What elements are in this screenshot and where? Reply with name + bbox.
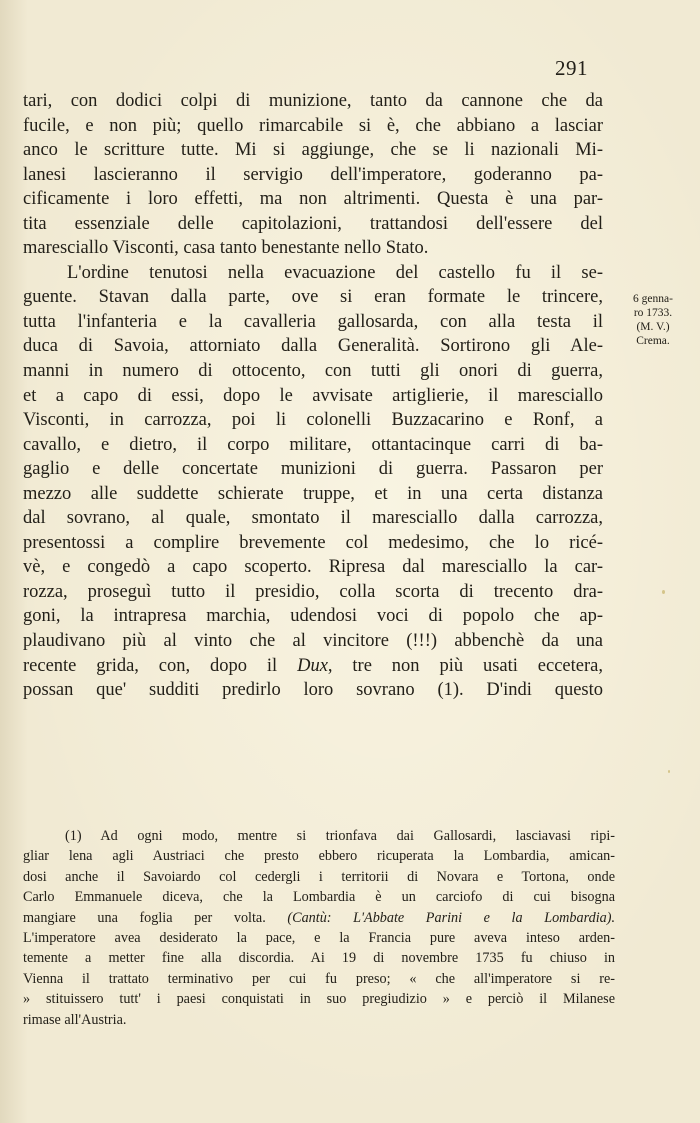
- footnote-block: [23, 826, 615, 1030]
- text-line: vè, e congedò a capo scoperto. Ripresa dal maresciallo la car-: [23, 557, 603, 578]
- text-line: cavallo, e dietro, il corpo militare, ottantacinque carri di ba-: [23, 434, 603, 455]
- text-line: possan que' sudditi predirlo loro sovrano (1). D'indi questo: [23, 680, 603, 701]
- margin-note-line: 6 genna-: [633, 293, 673, 305]
- text-line: lanesi lascieranno il servigio dell'imperatore, goderanno pa-: [23, 164, 603, 185]
- text-line: et a capo di essi, dopo le avvisate artiglierie, il maresciallo: [23, 385, 603, 406]
- footnote-line: Carlo Emmanuele diceva, che la Lombardia è un carciofo di cui bisogna: [23, 889, 615, 906]
- margin-note-line: Crema.: [636, 335, 670, 347]
- main-text-block: [23, 89, 603, 703]
- footnote-line: rimase all'Austria.: [23, 1011, 127, 1028]
- margin-note: [620, 292, 686, 348]
- text-run: recente grida, con, dopo il: [23, 655, 298, 676]
- text-run: mangiare una foglia per volta.: [23, 909, 288, 926]
- text-line: tutta l'infanteria e la cavalleria gallosarda, con alla testa il: [23, 311, 603, 332]
- text-line: dal sovrano, al quale, smontato il maresciallo dalla carrozza,: [23, 508, 603, 529]
- footnote-line: Vienna il trattato terminativo per cui fu preso; « che all'imperatore si re-: [23, 970, 615, 987]
- text-run: , tre non più usati eccetera,: [327, 655, 603, 676]
- footnote-line: [23, 908, 615, 928]
- text-line: manni in numero di ottocento, con tutti gli onori di guerra,: [23, 361, 603, 382]
- text-line: guente. Stavan dalla parte, ove si eran formate le trincere,: [23, 287, 603, 308]
- text-line: anco le scritture tutte. Mi si aggiunge, che se li nazionali Mi-: [23, 140, 603, 161]
- text-line: goni, la intrapresa marchia, udendosi voci di popolo che ap-: [23, 606, 603, 627]
- footnote-line: L'imperatore avea desiderato la pace, e la Francia pure aveva inteso arden-: [23, 929, 615, 946]
- text-line: Visconti, in carrozza, poi li colonelli Buzzacarino e Ronf, a: [23, 410, 603, 431]
- text-line: fucile, e non più; quello rimarcabile si è, che abbiano a lasciar: [23, 115, 603, 136]
- text-line: mezzo alle suddette schierate truppe, et in una certa distanza: [23, 483, 603, 504]
- text-line: plaudivano più al vinto che al vincitore (!!!) abbenchè da una: [23, 631, 603, 652]
- text-line: presentossi a complire brevemente col medesimo, che lo ricé-: [23, 532, 603, 553]
- paper-speck: [668, 770, 670, 773]
- text-line: cificamente i loro effetti, ma non altrimenti. Questa è una par-: [23, 189, 603, 210]
- text-line: tita essenziale delle capitolazioni, trattandosi dell'essere del: [23, 213, 603, 234]
- text-line: [23, 654, 603, 679]
- paper-speck: [662, 590, 665, 594]
- margin-note-line: (M. V.): [636, 321, 670, 333]
- text-line: gaglio e delle concertate munizioni di guerra. Passaron per: [23, 459, 603, 480]
- footnote-line: temente a metter fine alla discordia. Ai 19 di novembre 1735 fu chiuso in: [23, 950, 615, 967]
- text-line: tari, con dodici colpi di munizione, tanto da cannone che da: [23, 91, 603, 111]
- italic-run: Dux: [297, 655, 328, 676]
- text-line: rozza, proseguì tutto il presidio, colla scorta di trecento dra-: [23, 581, 603, 602]
- text-line: maresciallo Visconti, casa tanto benestante nello Stato.: [23, 238, 429, 259]
- text-line: L'ordine tenutosi nella evacuazione del castello fu il se-: [67, 262, 603, 283]
- italic-run: (Cantù: L'Abbate Parini e la Lombardia).: [287, 909, 616, 926]
- footnote-line: (1) Ad ogni modo, mentre si trionfava dai Gallosardi, lasciavasi ripi-: [65, 828, 615, 844]
- page-number: 291: [555, 56, 588, 80]
- margin-note-line: ro 1733.: [633, 307, 673, 319]
- footnote-line: dosi anche il Savoiardo col cedergli i territorii di Novara e Tortona, onde: [23, 868, 615, 885]
- text-line: duca di Savoia, attorniato dalla Generalità. Sortirono gli Ale-: [23, 336, 603, 357]
- footnote-line: » stituissero tutt' i paesi conquistati in suo pregiudizio » e perciò il Milanese: [23, 991, 615, 1008]
- footnote-line: gliar lena agli Austriaci che presto ebbero ricuperata la Lombardia, amican-: [23, 848, 615, 865]
